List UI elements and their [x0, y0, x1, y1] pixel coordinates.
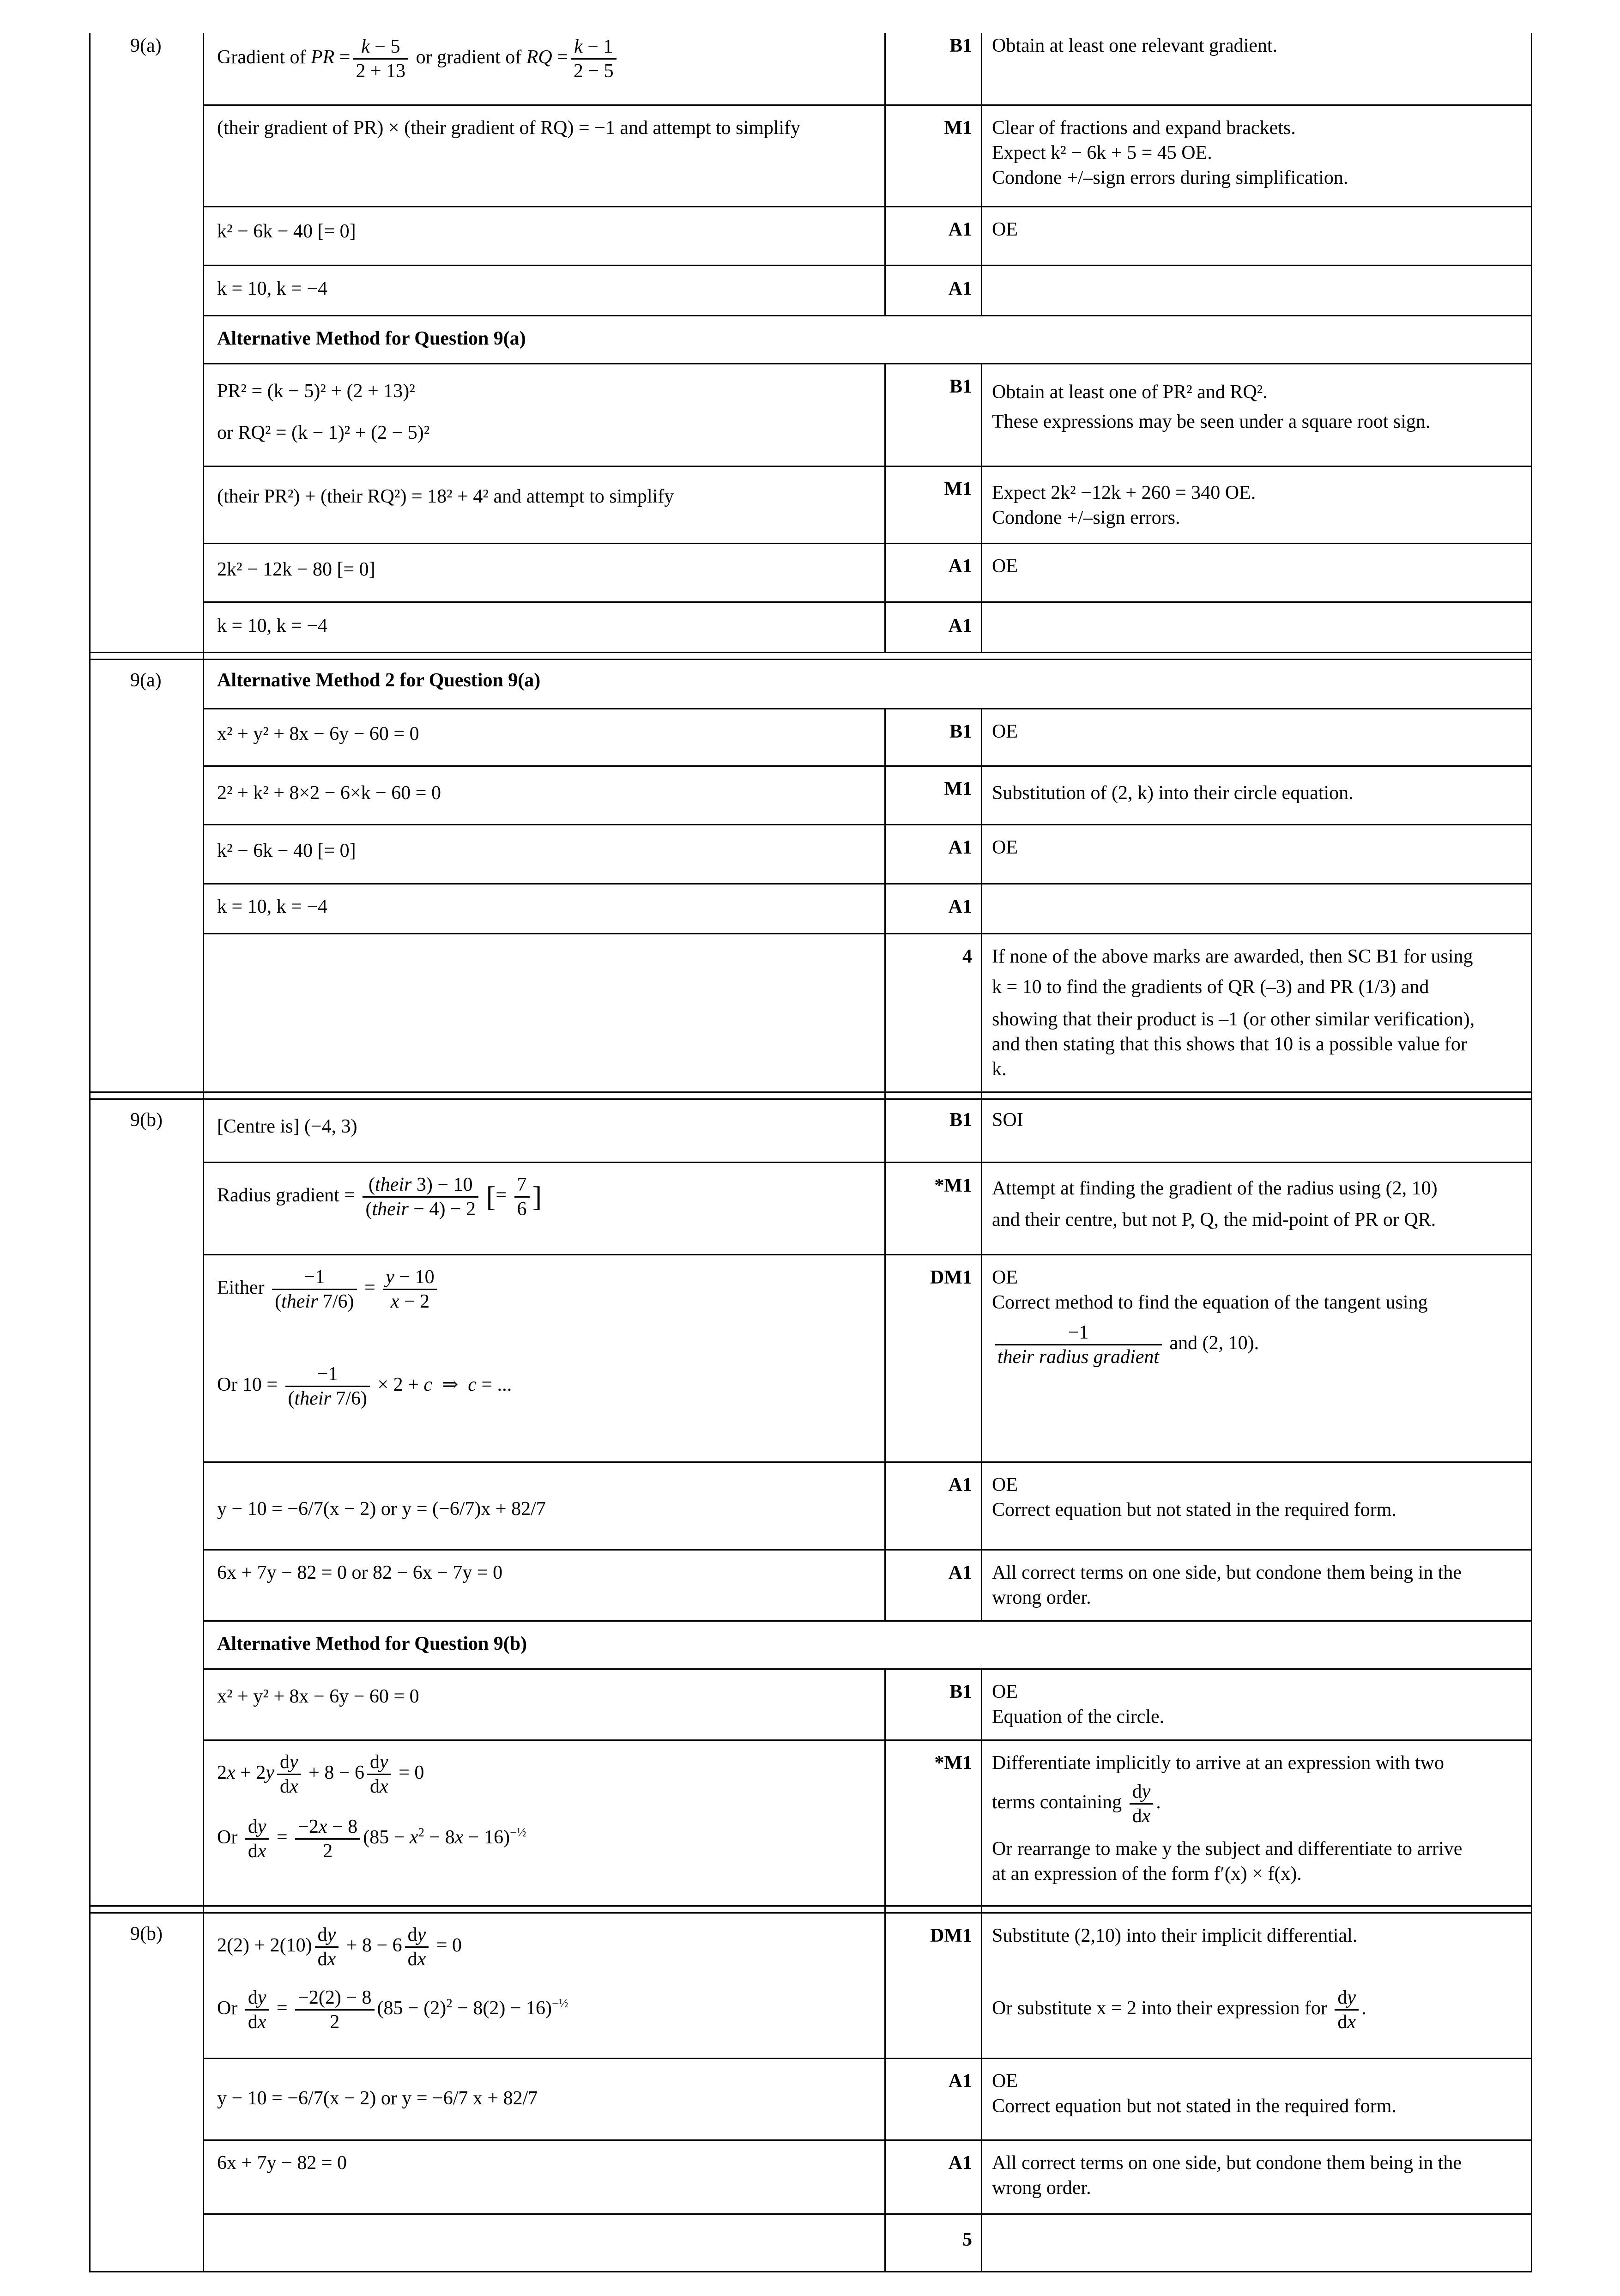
question-label: 9(b)	[130, 1923, 163, 1945]
answer-text: y − 10 = −6/7(x − 2) or y = −6/7 x + 82/7	[217, 2088, 538, 2109]
row-divider	[203, 883, 1532, 884]
mark-code: B1	[949, 376, 972, 397]
answer-text: k = 10, k = −4	[217, 278, 328, 299]
alternative-method-heading: Alternative Method 2 for Question 9(a)	[217, 670, 541, 691]
question-label: 9(b)	[130, 1109, 163, 1131]
question-label: 9(a)	[130, 35, 162, 56]
guidance-text: OE	[992, 219, 1018, 240]
mark-code: B1	[949, 721, 972, 742]
guidance-line: Or rearrange to make y the subject and differentiate to arrive	[992, 1838, 1463, 1860]
guidance-line: their radius gradient	[997, 1346, 1160, 1368]
answer-text: (their PR²) + (their RQ²) = 18² + 4² and attempt to simplify	[217, 486, 674, 507]
guidance-fraction: $\frac{-1}{\text{their radius gradient}}$ and (2, 10).	[992, 1321, 1259, 1369]
row-divider	[203, 265, 1532, 266]
guidance-line: Correct equation but not stated in the required form.	[992, 1499, 1396, 1521]
answer-substituted-implicit: 2(2) + 2(10) $\frac{dy}{dx}$ + 8 − 6 $\frac{dy}{dx}$ = 0	[217, 1924, 462, 1970]
guidance-line: OE	[992, 1681, 1018, 1702]
mark-code: A1	[948, 2071, 972, 2092]
mark-code: DM1	[930, 1925, 972, 1946]
guidance-derivative-line: terms containing $\frac{dy}{dx}$ .	[992, 1781, 1161, 1827]
guidance-line: at an expression of the form f′(x) × f(x).	[992, 1863, 1302, 1884]
answer-text: k = 10, k = −4	[217, 896, 328, 917]
guidance-line: All correct terms on one side, but condone them being in the	[992, 1562, 1462, 1583]
table-border	[884, 33, 886, 315]
answer-text: 6x + 7y − 82 = 0 or 82 − 6x − 7y = 0	[217, 1562, 503, 1583]
answer-text: (their gradient of PR) × (their gradient of RQ) = −1 and attempt to simplify	[217, 117, 801, 139]
mark-code: A1	[948, 1562, 972, 1583]
table-border	[981, 33, 982, 315]
guidance-line: and (2, 10).	[1169, 1333, 1259, 1354]
table-border	[981, 1097, 982, 1620]
section-divider	[89, 659, 1532, 660]
guidance-line: OE	[992, 1267, 1018, 1288]
alternative-method-heading: Alternative Method for Question 9(b)	[217, 1633, 527, 1654]
section-divider	[89, 1912, 1532, 1914]
guidance-line: Correct equation but not stated in the required form.	[992, 2096, 1396, 2117]
row-divider	[203, 1668, 1532, 1670]
row-divider	[203, 601, 1532, 603]
row-divider	[203, 1739, 1532, 1741]
row-divider	[203, 104, 1532, 106]
answer-gradient-pr: Gradient of PR =	[217, 47, 351, 68]
guidance-text: Substitution of (2, k) into their circle equation.	[992, 782, 1354, 804]
answer-text: 2k² − 12k − 80 [= 0]	[217, 559, 375, 580]
mark-code: M1	[944, 117, 972, 139]
row-divider	[203, 824, 1532, 825]
mark-code: *M1	[934, 1175, 972, 1196]
table-border	[981, 1668, 982, 2272]
mark-code: A1	[948, 219, 972, 240]
guidance-line: If none of the above marks are awarded, then SC B1 for using	[992, 946, 1473, 967]
row-divider	[203, 1254, 1532, 1255]
table-bottom-border	[89, 2271, 1532, 2272]
guidance-line: Condone +/–sign errors during simplification.	[992, 167, 1348, 188]
guidance-line: k = 10 to find the gradients of QR (–3) and PR (1/3) and	[992, 976, 1429, 998]
mark-code: A1	[948, 556, 972, 577]
guidance-line: wrong order.	[992, 2177, 1091, 2199]
section-divider	[89, 1098, 1532, 1100]
table-border	[1531, 33, 1532, 2272]
guidance-line: Expect 2k² −12k + 260 = 340 OE.	[992, 482, 1256, 503]
guidance-line: Clear of fractions and expand brackets.	[992, 117, 1296, 139]
answer-text: x² + y² + 8x − 6y − 60 = 0	[217, 1686, 419, 1707]
guidance-line: wrong order.	[992, 1587, 1091, 1608]
section-divider	[89, 1905, 1532, 1907]
mark-code: A1	[948, 615, 972, 636]
mark-code: DM1	[930, 1267, 972, 1288]
guidance-line: OE	[992, 2071, 1018, 2092]
question-label: 9(a)	[130, 670, 162, 691]
row-divider	[203, 543, 1532, 544]
row-divider	[203, 1162, 1532, 1163]
guidance-line: Obtain at least one of PR² and RQ².	[992, 382, 1268, 403]
answer-text: k = 10, k = −4	[217, 615, 328, 636]
answer-text: 2² + k² + 8×2 − 6×k − 60 = 0	[217, 782, 441, 804]
guidance-text: OE	[992, 721, 1018, 742]
row-divider	[203, 1620, 1532, 1622]
guidance-line: Expect k² − 6k + 5 = 45 OE.	[992, 142, 1212, 164]
answer-explicit-derivative: Or $\frac{dy}{dx}$ = $\frac{-2x - 8}{2}$ $(85 - x^2 - 8x - 16)^{-\frac{1}{2}}$	[217, 1816, 526, 1862]
table-border	[89, 33, 91, 2272]
guidance-line: k.	[992, 1059, 1007, 1080]
answer-implicit-derivative: 2x + 2y $\frac{dy}{dx}$ + 8 − 6 $\frac{dy}{dx}$ = 0	[217, 1751, 424, 1797]
answer-text: x² + y² + 8x − 6y − 60 = 0	[217, 723, 419, 745]
total-marks: 4	[962, 946, 972, 967]
answer-text: y − 10 = −6/7(x − 2) or y = (−6/7)x + 82/7	[217, 1498, 546, 1520]
guidance-line: showing that their product is –1 (or other similar verification),	[992, 1009, 1475, 1030]
answer-gradient-formulas: Gradient of PR = $\frac{k - 5}{2 + 13}$ or gradient of RQ = $\frac{k - 1}{2 - 5}$	[217, 35, 619, 83]
mark-code: *M1	[934, 1752, 972, 1774]
table-border	[203, 33, 204, 2272]
answer-either-line: Either $\frac{-1}{\text{(their 7/6)}}$ = $\frac{y - 10}{x - 2}$	[217, 1266, 440, 1313]
table-border	[884, 1668, 886, 2272]
mark-code: B1	[949, 35, 972, 56]
mark-code: A1	[948, 837, 972, 858]
row-divider	[203, 765, 1532, 767]
answer-text: k² − 6k − 40 [= 0]	[217, 840, 356, 861]
row-divider	[203, 933, 1532, 934]
mark-code: A1	[948, 1474, 972, 1496]
guidance-line: All correct terms on one side, but condone them being in the	[992, 2152, 1462, 2174]
answer-gradient-rq: or gradient of RQ =	[416, 47, 568, 68]
guidance-line: and then stating that this shows that 10 is a possible value for	[992, 1034, 1467, 1055]
row-divider	[203, 2213, 1532, 2215]
row-divider	[203, 206, 1532, 207]
row-divider	[203, 708, 1532, 709]
guidance-line: Differentiate implicitly to arrive at an expression with two	[992, 1752, 1444, 1774]
answer-line: PR² = (k − 5)² + (2 + 13)²	[217, 381, 415, 402]
row-divider	[203, 315, 1532, 316]
row-divider	[203, 466, 1532, 467]
table-border	[981, 363, 982, 653]
answer-or-line: Or 10 = $\frac{-1}{\text{(their 7/6)}}$ × 2 + c ⇒ c = ...	[217, 1363, 512, 1409]
answer-text: Radius gradient =	[217, 1185, 355, 1206]
answer-line: Either	[217, 1277, 265, 1299]
mark-code: A1	[948, 896, 972, 917]
guidance-text: OE	[992, 837, 1018, 858]
answer-text: 6x + 7y − 82 = 0	[217, 2152, 347, 2174]
mark-code: A1	[948, 278, 972, 299]
total-marks: 5	[962, 2229, 972, 2250]
guidance-line: Condone +/–sign errors.	[992, 507, 1180, 528]
row-divider	[203, 2058, 1532, 2059]
section-divider	[89, 652, 1532, 653]
mark-code: M1	[944, 479, 972, 500]
guidance-line: Attempt at finding the gradient of the radius using (2, 10)	[992, 1178, 1438, 1199]
guidance-line: These expressions may be seen under a square root sign.	[992, 411, 1431, 432]
guidance-text: Obtain at least one relevant gradient.	[992, 35, 1278, 56]
answer-line: or RQ² = (k − 1)² + (2 − 5)²	[217, 422, 430, 443]
mark-code: A1	[948, 2152, 972, 2174]
answer-text: k² − 6k − 40 [= 0]	[217, 221, 356, 242]
alternative-method-heading: Alternative Method for Question 9(a)	[217, 328, 526, 349]
section-divider	[89, 1091, 1532, 1093]
guidance-derivative-line: Or substitute x = 2 into their expression for $\frac{dy}{dx}$ .	[992, 1987, 1366, 2033]
guidance-text: SOI	[992, 1109, 1023, 1131]
row-divider	[203, 1461, 1532, 1463]
guidance-line: Substitute (2,10) into their implicit differential.	[992, 1925, 1358, 1946]
mark-code: B1	[949, 1109, 972, 1131]
guidance-text: OE	[992, 556, 1018, 577]
guidance-line: and their centre, but not P, Q, the mid-point of PR or QR.	[992, 1209, 1436, 1230]
answer-line: Or 10 =	[217, 1374, 278, 1396]
row-divider	[203, 2139, 1532, 2141]
guidance-line: terms containing	[992, 1792, 1122, 1813]
guidance-line: OE	[992, 1474, 1018, 1496]
table-border	[884, 363, 886, 653]
mark-code: M1	[944, 778, 972, 800]
table-border	[884, 1097, 886, 1620]
guidance-line: Correct method to find the equation of the tangent using	[992, 1292, 1428, 1313]
row-divider	[203, 363, 1532, 364]
guidance-line: Or substitute x = 2 into their expression for	[992, 1998, 1327, 2019]
guidance-line: Equation of the circle.	[992, 1706, 1165, 1727]
mark-code: B1	[949, 1681, 972, 1702]
answer-substituted-explicit: Or $\frac{dy}{dx}$ = $\frac{-2(2) - 8}{2}$ $(85 - (2)^2 - 8(2) - 16)^{-\frac{1}{2}}$	[217, 1987, 568, 2033]
answer-text: [Centre is] (−4, 3)	[217, 1116, 357, 1137]
answer-radius-gradient: Radius gradient = $\frac{\text{(their 3) − 10}}{\text{(their − 4) − 2}}$ [= $\frac{7}{6}$ ]	[217, 1174, 542, 1220]
row-divider	[203, 1549, 1532, 1551]
